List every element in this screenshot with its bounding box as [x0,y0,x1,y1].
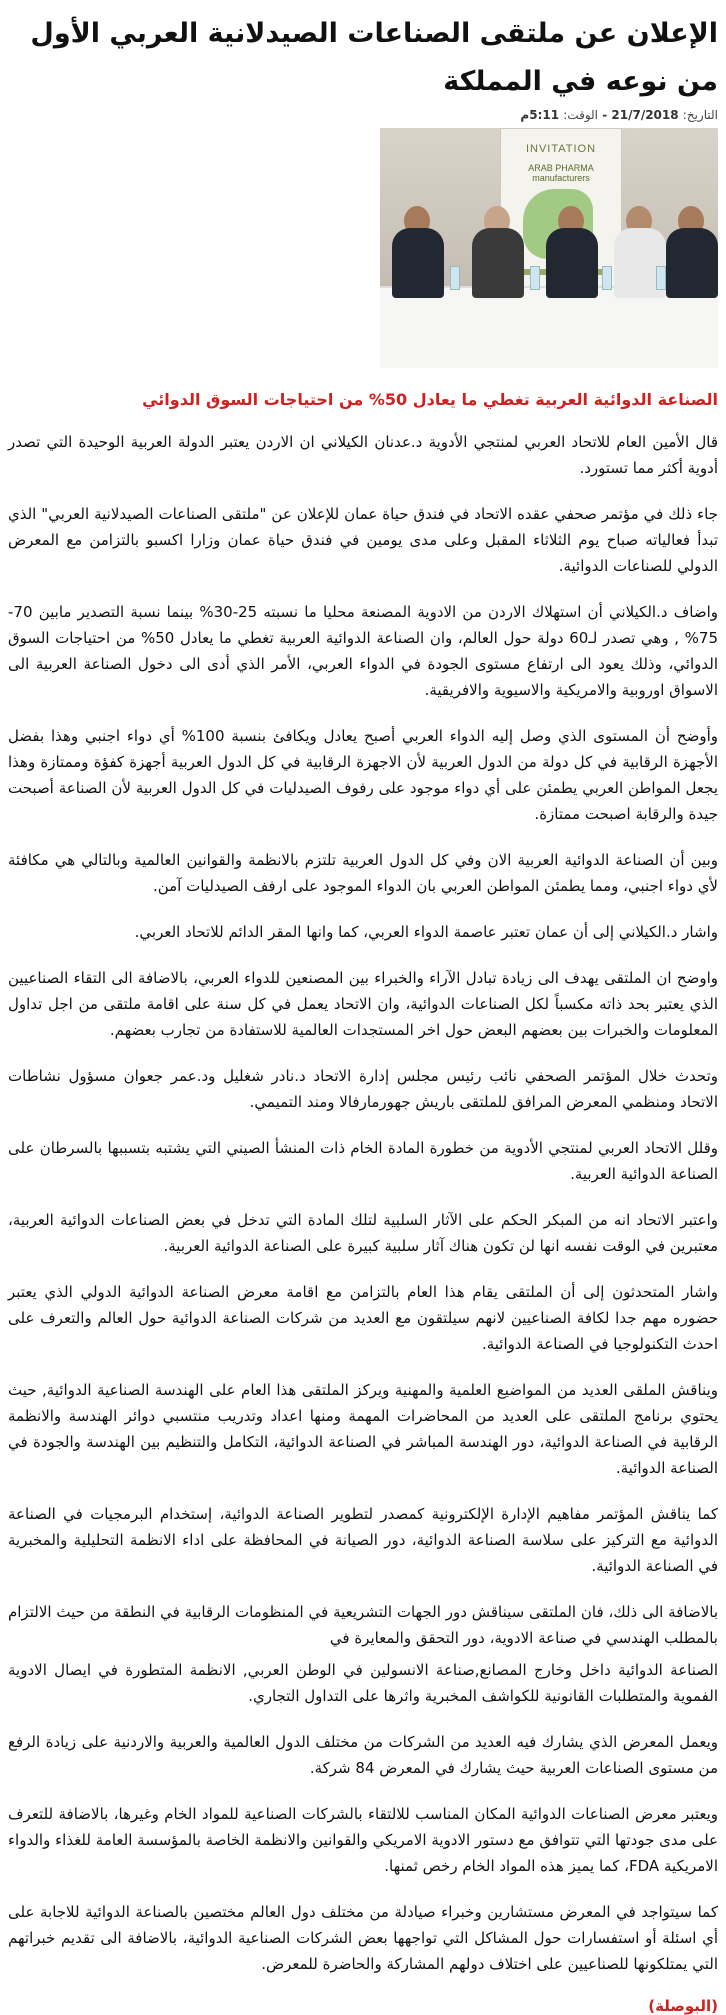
article-paragraph: واوضح ان الملتقى يهدف الى زيادة تبادل الآراء والخبراء بين المصنعين للدواء العربي، بالاضافة الى التقاء الصناعيين الذي يعتبر بحد ذاته مكسباً لكل الصناعات الدوائية، وان الاتحاد يعمل في كل سنة على اقامة ملتقى من اجل تداول المعلومات والخبرات بين بعضهم البعض حول اخر المستجدات العالمية للاستفادة من تجارب بعضهم. [8,969,718,1039]
article-paragraph: واشار المتحدثون إلى أن الملتقى يقام هذا العام بالتزامن مع اقامة معرض الصناعة الدوائية الدولي الذي يعتبر حضوره مهم جدا لكافة الصناعيين لانهم سيلتقون مع العديد من شركات الصناعة الدوائية حول العالم والتعرف على احدث التكنولوجيا في الصناعة الدوائية. [8,1283,718,1353]
speaker-3 [546,228,598,298]
article-photo [380,128,718,368]
article-paragraph: وأوضح أن المستوى الذي وصل إليه الدواء العربي أصبح يعادل ويكافئ بنسبة 100% أي دواء اجنبي وهذا بفضل الأجهزة الرقابية في كل دولة من الدول العربية لأن الاجهزة الرقابية في كل الدول العربية أجهزة كفؤة وممتازة وهذا يجعل المواطن العربي يطمئن على أي دواء موجود على رفوف الصيدليات في كل الدول العربية لأن الصناعة أصبحت جيدة والرقابة اصبحت ممتازة. [8,727,718,823]
date-value: 21/7/2018 [611,108,679,122]
conference-table [380,286,718,368]
time-label: الوقت: [563,108,599,122]
article-paragraph: كما سيتواجد في المعرض مستشارين وخبراء صيادلة من مختلف دول العالم مختصين بالصناعة الدوائية للاجابة على أي اسئلة أو استفسارات حول المشاكل التي تواجهها بعض الشركات الصناعية الدوائية، بالاضافة الى تقديم خبراتهم التي يمتلكونها للصناعيين على اختلاف دولهم المشاركة والحاضرة للمعرض. [8,1903,718,1973]
article-paragraph: ويعمل المعرض الذي يشارك فيه العديد من الشركات من مختلف الدول العالمية والعربية والاردنية على زيادة الرفع من مستوى الصناعات العربية حيث يشارك في المعرض 84 شركة. [8,1733,718,1777]
meta-separator: - [598,108,608,122]
article-body [8,429,718,1977]
article-paragraph: واشار د.الكيلاني إلى أن عمان تعتبر عاصمة الدواء العربي، كما وانها المقر الدائم للاتحاد العربي. [134,923,718,941]
date-label: التاريخ: [682,108,718,122]
article-paragraph: قال الأمين العام للاتحاد العربي لمنتجي الأدوية د.عدنان الكيلاني ان الاردن يعتبر الدولة العربية الوحيدة التي تصدر أدوية أكثر مما تستورد. [8,433,718,477]
article-photo-wrap [8,128,718,368]
article-paragraph: جاء ذلك في مؤتمر صحفي عقده الاتحاد في فندق حياة عمان للإعلان عن "ملتقى الصناعات الصيدلانية العربي" الذي تبدأ فعالياته صباح يوم الثلاثاء المقبل وعلى مدى يومين في فندق حياة عمان وزارا اكسبو بالتزامن مع المعرض الدولي للصناعات الدوائية. [8,505,718,575]
article-title: الإعلان عن ملتقى الصناعات الصيدلانية العربي الأول من نوعه في المملكة [30,18,718,97]
water-bottle-3 [602,266,612,290]
banner-title: INVITATION [525,143,597,155]
water-bottle-2 [530,266,540,290]
water-bottle-4 [656,266,666,290]
article-paragraph: واعتبر الاتحاد انه من المبكر الحكم على الآثار السلبية لتلك المادة التي تدخل في بعض الصناعات الدوائية العربية، معتبرين في الوقت نفسه انها لن تكون هناك آثار سلبية كبيرة على الصناعة الدوائية العربية. [8,1211,718,1255]
article-subheading: الصناعة الدوائية العربية تغطي ما يعادل 50% من احتياجات السوق الدوائي [142,390,718,409]
article-paragraph: واضاف د.الكيلاني أن استهلاك الاردن من الادوية المصنعة محليا ما نسبته 25-30% بينما نسبة التصدير مابين 70-75% , وهي تصدر لـ60 دولة حول العالم، وان الصناعة الدوائية العربية تغطي ما يعادل 50% من احتياجات السوق الدوائي، وذلك يعود الى ارتفاع مستوى الجودة في الدواء العربي، الأمر الذي أدى الى دخول الصناعة العربية الى الاسواق اوروبية والامريكية والاسيوية والافريقية. [8,603,719,699]
banner-subtitle: ARAB PHARMA manufacturers [528,163,594,183]
article-source: (البوصلة) [648,1997,718,2015]
article-paragraph: ويعتبر معرض الصناعات الدوائية المكان المناسب للالتقاء بالشركات الصناعية للمواد الخام وغيرها، بالاضافة للتعرف على مدى جودتها التي تتوافق مع دستور الادوية الامريكي والقوانين والانظمة الخاصة بالمؤسسة العامة للغذاء والدواء الامريكية FDA، كما يميز هذه المواد الخام رخص ثمنها. [8,1805,718,1875]
water-bottle-1 [450,266,460,290]
article-paragraph: الصناعة الدوائية داخل وخارج المصانع,صناعة الانسولين في الوطن العربي, الانظمة المتطورة في ايصال الادوية الفموية والمتطلبات القانونية للكواشف المخبرية واثرها على التداول التجاري. [8,1661,718,1705]
article-paragraph: ويناقش الملقى العديد من المواضيع العلمية والمهنية ويركز الملتقى هذا العام على الهندسة الصناعية الدوائية, حيث يحتوي برنامج الملتقى على العديد من المحاضرات المهمة ومنها اعداد وتدريب منتسبي دوائر الهندسة والانظمة الرقابية في الصناعة الدوائية، دور الهندسة المباشر في الصناعة الدوائية، التكامل والتنظيم بين الهندسة والجودة في الصناعة الدوائية. [8,1381,718,1477]
speaker-5 [666,228,718,298]
article-paragraph: وتحدث خلال المؤتمر الصحفي نائب رئيس مجلس إدارة الاتحاد د.نادر شغليل ود.عمر جعوان مسؤول نشاطات الاتحاد ومنظمي المعرض المرافق للملتقى باريش جهورمارفالا ومند التميمي. [8,1067,718,1111]
article-paragraph: بالاضافة الى ذلك، فان الملتقى سيناقش دور الجهات التشريعية في المنظومات الرقابية في النطقة من حيث الالتزام بالمطلب الهندسي في صناعة الادوية، دور التحقق والمعايرة في [8,1603,718,1647]
time-value: 5:11م [520,108,560,122]
speaker-2 [472,228,524,298]
article-paragraph: وقلل الاتحاد العربي لمنتجي الأدوية من خطورة المادة الخام ذات المنشأ الصيني التي يشتبه بتسببها بالسرطان على الصناعة الدوائية العربية. [8,1139,718,1183]
article-paragraph: كما يناقش المؤتمر مفاهيم الإدارة الإلكترونية كمصدر لتطوير الصناعة الدوائية، إستخدام البرمجيات في الصناعة الدوائية مع التركيز على سلاسة الصناعة الدوائية، دور الصيانة في المحافظة على اداء الانظمة التحليلية والمخبرية في الصناعة الدوائية. [8,1505,718,1575]
speaker-1 [392,228,444,298]
article-paragraph: وبين أن الصناعة الدوائية العربية الان وفي كل الدول العربية تلتزم بالانظمة والقوانين العالمية وبالتالي هي مكافئة لأي دواء اجنبي، ومما يطمئن المواطن العربي بان الدواء الموجود على ارفف الصيدليات آمن. [8,851,718,895]
article-meta [8,108,718,122]
